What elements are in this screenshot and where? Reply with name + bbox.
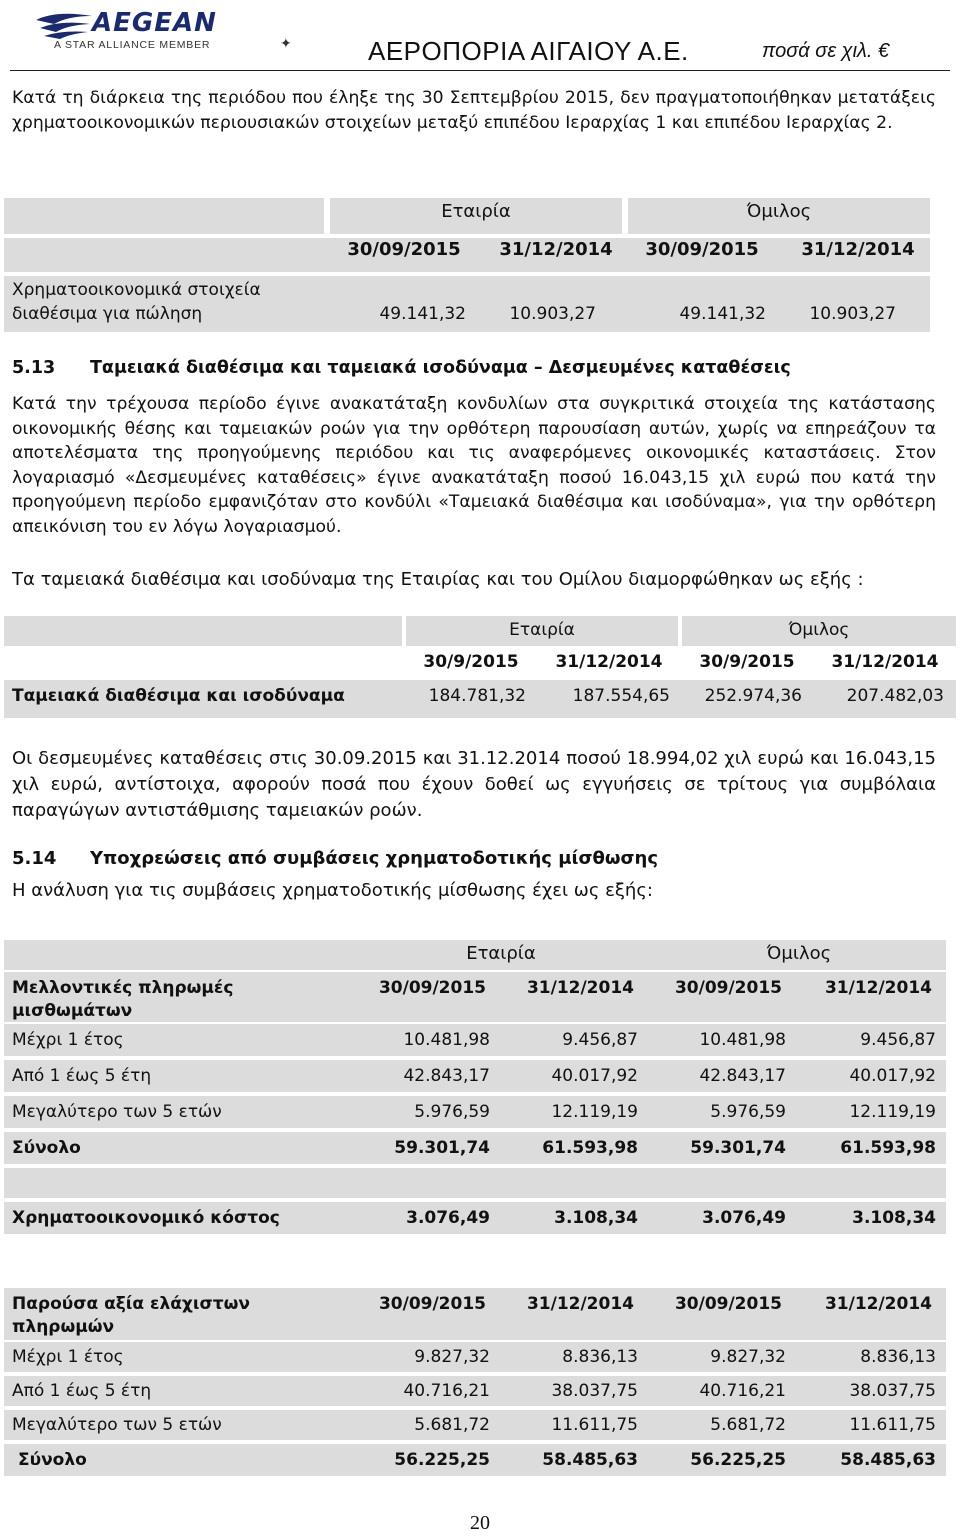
table-cell: 10.903,27 xyxy=(509,304,596,324)
column-header-date: 31/12/2014 xyxy=(801,239,915,260)
table-cell: 61.593,98 xyxy=(840,1138,936,1158)
table-cell: 3.108,34 xyxy=(554,1208,638,1228)
row-label: Ταμειακά διαθέσιμα και ισοδύναμα xyxy=(12,686,345,706)
table-cell: 10.903,27 xyxy=(809,304,896,324)
aegean-logo xyxy=(34,6,294,54)
table-cell: 61.593,98 xyxy=(542,1138,638,1158)
logo-tagline: A STAR ALLIANCE MEMBER xyxy=(54,39,211,51)
reclassification-paragraph: Κατά την τρέχουσα περίοδο έγινε ανακατάταξη κονδυλίων στα συγκριτικά στοιχεία της κατάστασης οικονομικής θέσης και ταμειακών ροών για την ορθότερη παρουσίαση αυτών, χωρίς να επηρεάζουν τα αποτελέσματα της προηγούμενης περιόδου και τις αναφερόμενες οικονομικές καταστάσεις. Στον λογαριασμό «Δεσμευμένες καταθέσεις» έγινε ανακατάταξη ποσού 16.043,15 χιλ ευρώ που κατά την προηγούμενη περίοδο εμφανιζόταν στο κονδύλι «Ταμειακά διαθέσιμα και ισοδύναμα», για την ορθότερη απεικόνιση του εν λόγω λογαριασμού. xyxy=(12,394,936,537)
table-cell: 38.037,75 xyxy=(551,1381,638,1401)
table-cell: 49.141,32 xyxy=(379,304,466,324)
column-header-date: 30/9/2015 xyxy=(699,652,795,672)
table-cell: 9.827,32 xyxy=(710,1347,786,1367)
table-cell: 5.976,59 xyxy=(710,1102,786,1122)
restricted-deposits-paragraph: Οι δεσμευμένες καταθέσεις στις 30.09.2015 και 31.12.2014 ποσού 18.994,02 χιλ ευρώ και 16.043,15 χιλ ευρώ, αντίστοιχα, αφορούν ποσά που έχουν δοθεί ως εγγυήσεις σε τρίτους για συμβόλαια παραγώγων αντιστάθμισης ταμειακών ροών. xyxy=(12,748,936,821)
section-number: 5.13 xyxy=(12,358,56,378)
table-cell: 187.554,65 xyxy=(572,686,670,706)
column-header-date: 30/09/2015 xyxy=(674,978,782,998)
table-header-label: μισθωμάτων xyxy=(12,1001,133,1021)
table-cell: 5.681,72 xyxy=(710,1415,786,1435)
table-cell: 56.225,25 xyxy=(690,1450,786,1470)
table-cell: 184.781,32 xyxy=(428,686,526,706)
column-group-company: Εταιρία xyxy=(406,616,678,646)
row-label: Μέχρι 1 έτος xyxy=(12,1347,124,1367)
row-label: Μεγαλύτερο των 5 ετών xyxy=(12,1102,222,1122)
row-label: διαθέσιμα για πώληση xyxy=(12,304,203,324)
section-number: 5.14 xyxy=(12,848,57,869)
table-spacer-row xyxy=(4,1168,946,1198)
table-cell: 58.485,63 xyxy=(542,1450,638,1470)
column-header-date: 31/12/2014 xyxy=(499,239,613,260)
table-cell: 207.482,03 xyxy=(846,686,944,706)
column-group-group: Όμιλος xyxy=(766,943,832,964)
column-header-date: 31/12/2014 xyxy=(831,652,939,672)
currency-note: ποσά σε χιλ. € xyxy=(762,40,890,62)
table-cell: 38.037,75 xyxy=(849,1381,936,1401)
column-header-date: 31/12/2014 xyxy=(824,1294,932,1314)
table-cell: 59.301,74 xyxy=(394,1138,490,1158)
column-header-date: 31/12/2014 xyxy=(526,978,634,998)
column-header-date: 31/12/2014 xyxy=(555,652,663,672)
table-cell: 10.481,98 xyxy=(403,1030,490,1050)
table-cell: 42.843,17 xyxy=(699,1066,786,1086)
table-cell: 8.836,13 xyxy=(860,1347,936,1367)
table-header-label: πληρωμών xyxy=(12,1317,115,1337)
row-label: Μεγαλύτερο των 5 ετών xyxy=(12,1415,222,1435)
column-header-date: 30/09/2015 xyxy=(378,1294,486,1314)
section-title: Ταμειακά διαθέσιμα και ταμειακά ισοδύναμα – Δεσμευμένες καταθέσεις xyxy=(90,358,791,378)
column-header-date: 31/12/2014 xyxy=(526,1294,634,1314)
table-cell: 5.976,59 xyxy=(414,1102,490,1122)
table-cell: 5.681,72 xyxy=(414,1415,490,1435)
company-name: ΑΕΡΟΠΟΡΙΑ ΑΙΓΑΙΟΥ Α.Ε. xyxy=(368,36,689,66)
cash-table-intro: Τα ταμειακά διαθέσιμα και ισοδύναμα της Εταιρίας και του Ομίλου διαμορφώθηκαν ως εξής : xyxy=(12,569,864,590)
table-cell: 12.119,19 xyxy=(849,1102,936,1122)
section-title: Υποχρεώσεις από συμβάσεις χρηματοδοτικής μίσθωσης xyxy=(90,848,659,869)
row-label: Από 1 έως 5 έτη xyxy=(12,1066,152,1086)
table-cell: 11.611,75 xyxy=(849,1415,936,1435)
row-label: Σύνολο xyxy=(12,1138,81,1158)
column-header-date: 30/09/2015 xyxy=(347,239,461,260)
table-cell: 56.225,25 xyxy=(394,1450,490,1470)
column-group-company: Εταιρία xyxy=(466,943,536,964)
table-cell: 3.076,49 xyxy=(702,1208,786,1228)
intro-paragraph: Κατά τη διάρκεια της περιόδου που έληξε της 30 Σεπτεμβρίου 2015, δεν πραγματοποιήθηκαν μετατάξεις χρηματοοικονομικών περιουσιακών στοιχείων μεταξύ επιπέδου Ιεραρχίας 1 και επιπέδου Ιεραρχίας 2. xyxy=(12,88,936,133)
table-cell: 40.716,21 xyxy=(403,1381,490,1401)
table-cell: 42.843,17 xyxy=(403,1066,490,1086)
column-group-group: Όμιλος xyxy=(682,616,956,646)
table-cell: 3.076,49 xyxy=(406,1208,490,1228)
table-cell: 11.611,75 xyxy=(551,1415,638,1435)
table-cell: 9.827,32 xyxy=(414,1347,490,1367)
column-header-date: 30/09/2015 xyxy=(378,978,486,998)
table-cell: 49.141,32 xyxy=(679,304,766,324)
column-header-date: 30/09/2015 xyxy=(645,239,759,260)
column-group-group: Όμιλος xyxy=(628,198,930,234)
column-header-date: 30/09/2015 xyxy=(674,1294,782,1314)
header-divider xyxy=(10,70,950,71)
table-cell: 40.017,92 xyxy=(551,1066,638,1086)
logo-brand: AEGEAN xyxy=(92,8,217,38)
table-cell: 12.119,19 xyxy=(551,1102,638,1122)
table-cell: 9.456,87 xyxy=(562,1030,638,1050)
column-header-date: 30/9/2015 xyxy=(423,652,519,672)
table-cell: 8.836,13 xyxy=(562,1347,638,1367)
row-label: Μέχρι 1 έτος xyxy=(12,1030,124,1050)
leases-intro: Η ανάλυση για τις συμβάσεις χρηματοδοτικής μίσθωσης έχει ως εξής: xyxy=(12,880,653,901)
table-cell: 40.017,92 xyxy=(849,1066,936,1086)
table-header-label: Παρούσα αξία ελάχιστων xyxy=(12,1294,250,1314)
column-group-company: Εταιρία xyxy=(330,198,622,234)
row-label: Χρηματοοικονομικό κόστος xyxy=(12,1208,280,1228)
table-cell: 9.456,87 xyxy=(860,1030,936,1050)
table-header-blank xyxy=(4,198,324,234)
table-cell: 10.481,98 xyxy=(699,1030,786,1050)
row-label: Σύνολο xyxy=(18,1450,87,1470)
table-cell: 252.974,36 xyxy=(704,686,802,706)
page-number: 20 xyxy=(470,1512,490,1534)
row-label: Χρηματοοικονομικά στοιχεία xyxy=(12,280,261,300)
table-cell: 58.485,63 xyxy=(840,1450,936,1470)
table-header-label: Μελλοντικές πληρωμές xyxy=(12,978,234,998)
table-cell: 3.108,34 xyxy=(852,1208,936,1228)
star-alliance-icon: ✦ xyxy=(280,36,292,52)
table-cell: 40.716,21 xyxy=(699,1381,786,1401)
table-header-blank xyxy=(4,616,402,646)
column-header-date: 31/12/2014 xyxy=(824,978,932,998)
row-label: Από 1 έως 5 έτη xyxy=(12,1381,152,1401)
table-cell: 59.301,74 xyxy=(690,1138,786,1158)
